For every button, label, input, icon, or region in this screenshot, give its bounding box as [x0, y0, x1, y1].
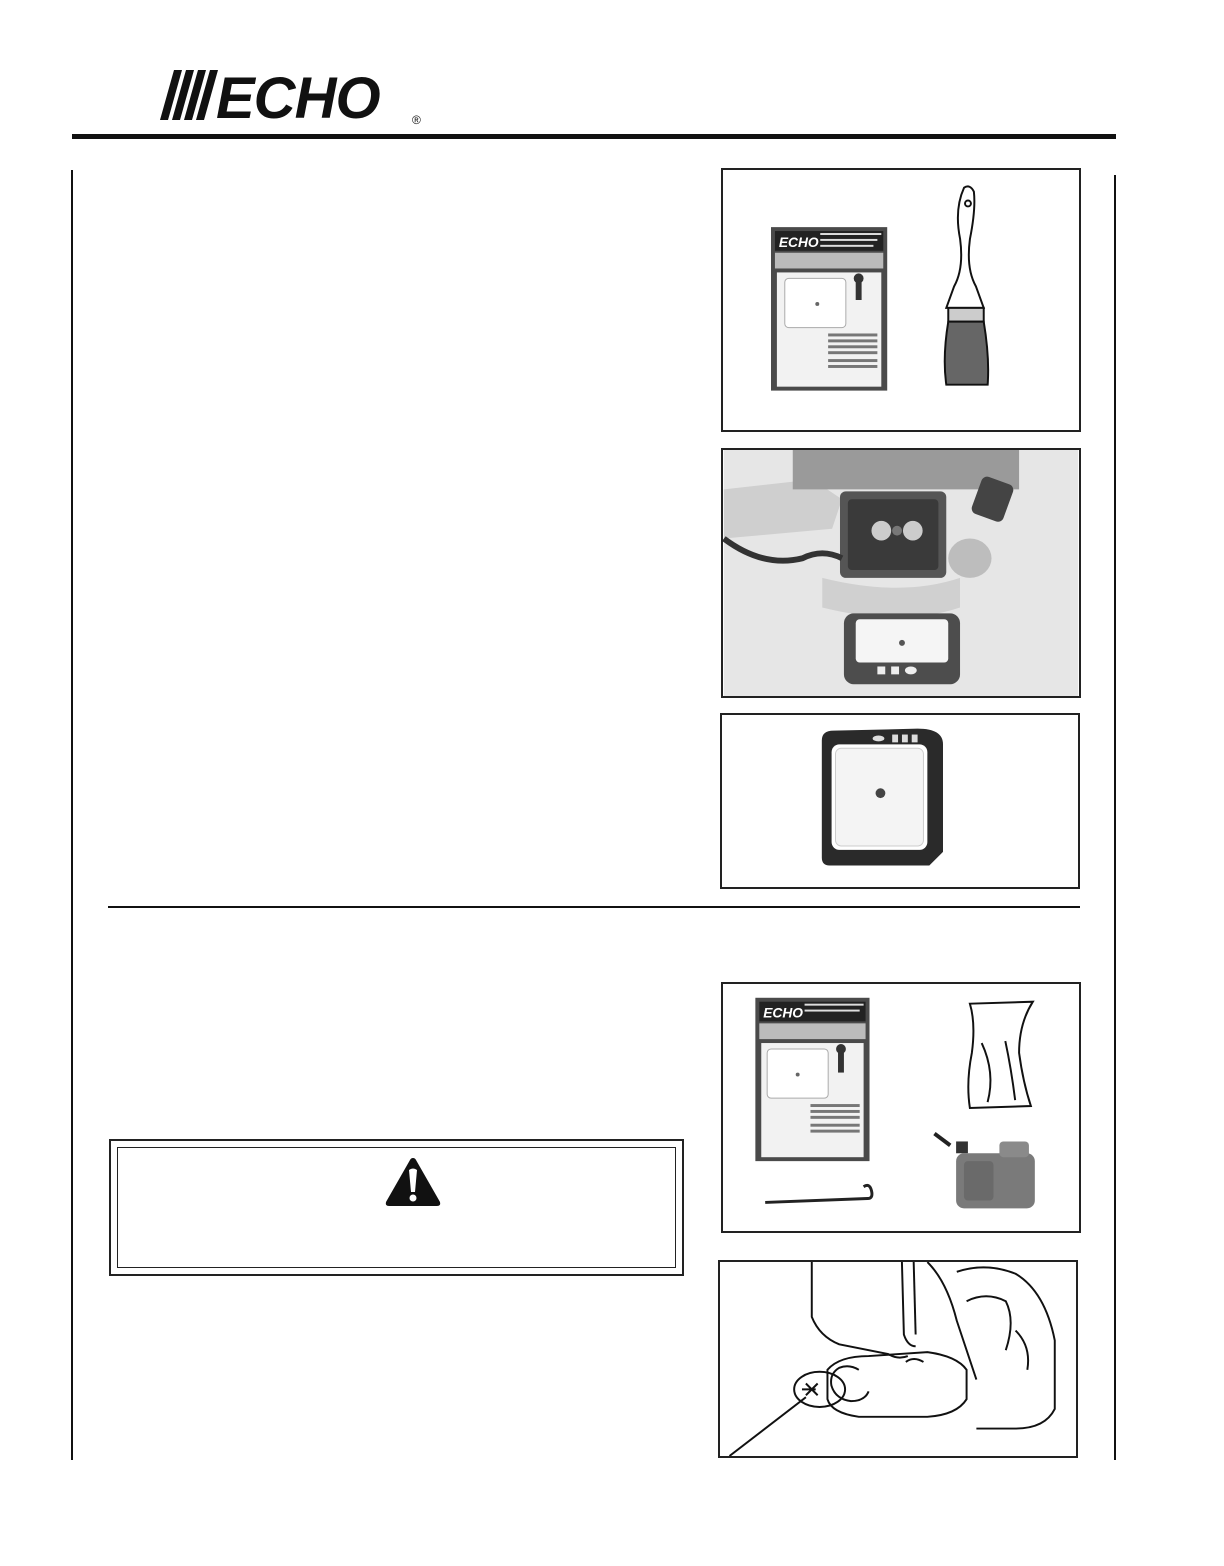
logo-wordmark: ECHO [216, 66, 380, 126]
registered-mark: ® [412, 113, 421, 126]
figure-fuel-filter-kit-tools [721, 982, 1081, 1233]
fuel-can-icon [934, 1134, 1034, 1209]
kit-card-logo: ECHO [778, 234, 819, 250]
rag-icon [968, 1002, 1033, 1108]
section-divider [108, 906, 1080, 908]
echo-logo [160, 66, 430, 126]
hook-tool-icon [765, 1185, 872, 1202]
fuel-filter-kit-card-icon [755, 998, 869, 1161]
warning-box [109, 1139, 684, 1276]
warning-box-inner [117, 1147, 676, 1268]
figure-air-filter-removal-photo [721, 448, 1081, 698]
filter-kit-brush-illustration [723, 170, 1079, 430]
logo-stripes-icon [160, 66, 430, 126]
figure-filter-in-cover [720, 713, 1080, 889]
header-rule [72, 134, 1116, 139]
filter-kit-card-icon [771, 227, 887, 390]
fuel-filter-kit-illustration [723, 984, 1079, 1231]
engine-photo-illustration [723, 450, 1079, 696]
figure-fuel-filter-removal-drawing [718, 1260, 1078, 1458]
filter-cover-illustration [722, 715, 1078, 887]
warning-triangle-icon [384, 1156, 442, 1208]
left-margin-rule [71, 170, 73, 1460]
brush-icon [945, 186, 988, 384]
fuel-kit-card-logo: ECHO [763, 1005, 804, 1021]
right-margin-rule [1114, 175, 1116, 1460]
fuel-tank-drawing [720, 1262, 1076, 1456]
figure-filter-kit-and-brush [721, 168, 1081, 432]
